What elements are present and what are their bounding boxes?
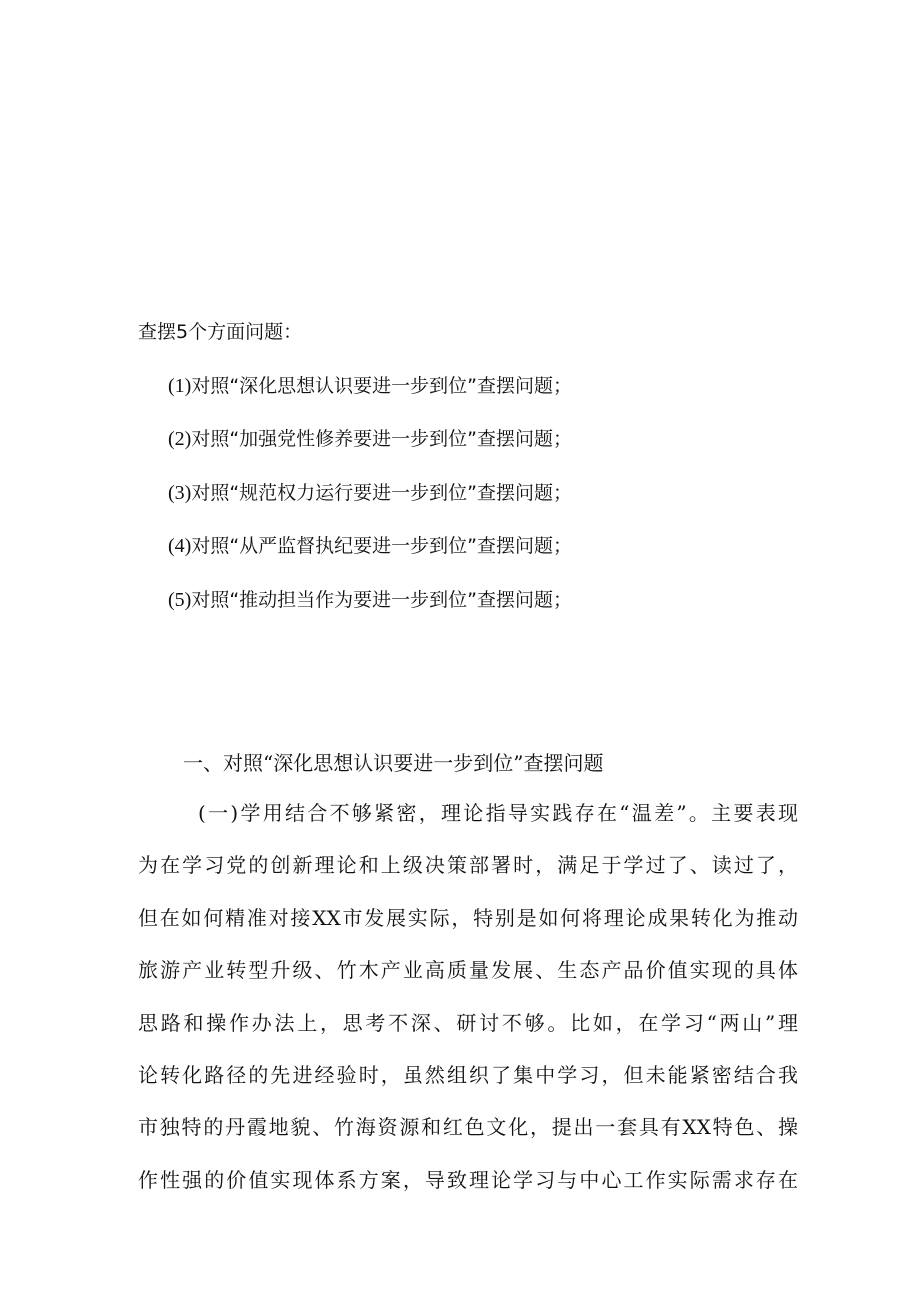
item-text: 对照“深化思想认识要进一步到位”查摆问题； xyxy=(191,375,573,397)
paragraph-line: 但在如何精准对接XX市发展实际，特别是如何将理论成果转化为推动 xyxy=(138,905,798,930)
problem-item-5 xyxy=(168,586,572,614)
item-text: 对照“推动担当作为要进一步到位”查摆问题； xyxy=(191,589,573,611)
paragraph-line: 为在学习党的创新理论和上级决策部署时，满足于学过了、读过了， xyxy=(138,853,798,878)
item-text: 对照“从严监督执纪要进一步到位”查摆问题； xyxy=(191,535,573,557)
intro-heading: 查摆5个方面问题： xyxy=(138,321,303,343)
item-text: 对照“加强党性修养要进一步到位”查摆问题； xyxy=(191,428,573,450)
item-number: (2) xyxy=(168,428,192,450)
paragraph-line: (一)学用结合不够紧密，理论指导实践存在“温差”。主要表现 xyxy=(198,801,798,825)
item-number: (1) xyxy=(168,375,192,397)
paragraph-line: 思路和操作办法上，思考不深、研讨不够。比如，在学习“两山”理 xyxy=(138,1010,798,1035)
paragraph-line: 旅游产业转型升级、竹木产业高质量发展、生态产品价值实现的具体 xyxy=(138,958,798,983)
problem-item-3 xyxy=(168,479,572,507)
paragraph-line: 作性强的价值实现体系方案，导致理论学习与中心工作实际需求存在 xyxy=(138,1167,798,1192)
item-text: 对照“规范权力运行要进一步到位”查摆问题； xyxy=(191,482,573,504)
problem-item-2 xyxy=(168,425,572,453)
body-paragraph xyxy=(138,795,798,1214)
problem-item-1 xyxy=(168,372,572,400)
paragraph-line: 市独特的丹霞地貌、竹海资源和红色文化，提出一套具有XX特色、操 xyxy=(138,1115,798,1140)
item-number: (5) xyxy=(168,589,192,611)
section-title: 一、对照“深化思想认识要进一步到位”查摆问题 xyxy=(183,751,604,775)
problem-item-4 xyxy=(168,532,572,560)
item-number: (4) xyxy=(168,535,192,557)
paragraph-line: 论转化路径的先进经验时，虽然组织了集中学习，但未能紧密结合我 xyxy=(138,1062,798,1087)
item-number: (3) xyxy=(168,482,192,504)
